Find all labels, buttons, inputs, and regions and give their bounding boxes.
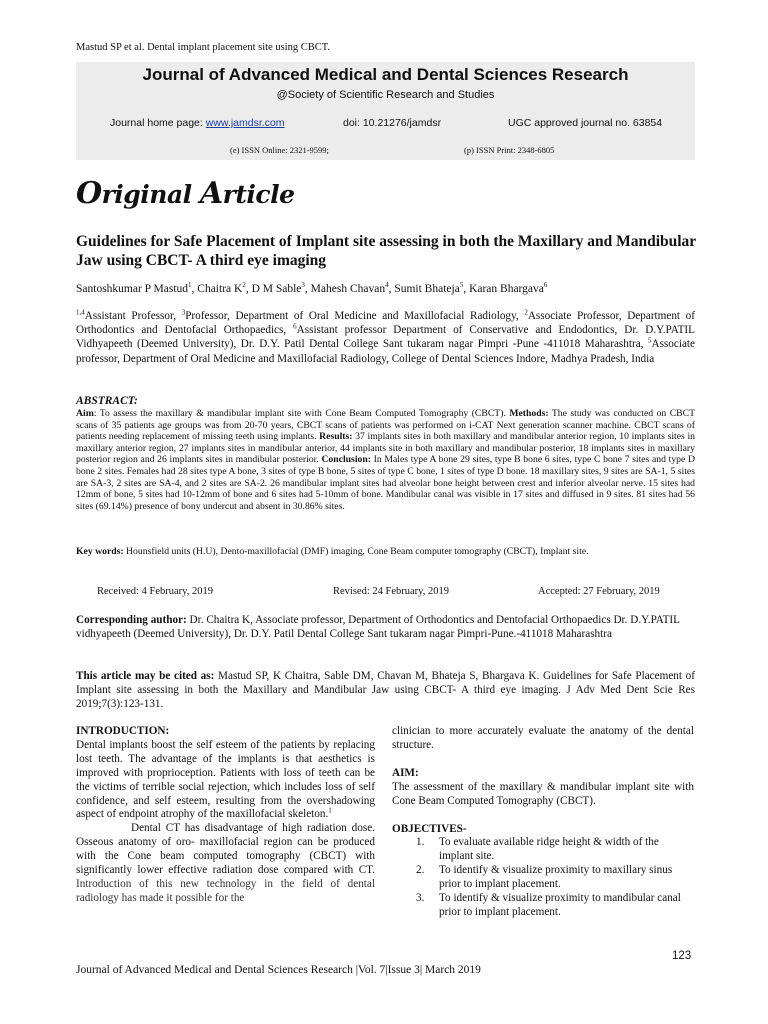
received-date: Received: 4 February, 2019 bbox=[97, 586, 213, 597]
journal-homepage bbox=[110, 117, 285, 129]
citation: This article may be cited as: Mastud SP, K Chaitra, Sable DM, Chavan M, Bhateja S, Bhargava K. Guidelines for Safe Placement of Implant site assessing in both the Maxillary and Mandibular Jaw using CBCT- A third eye imaging. J Adv Med Dent Scie Res 2019;7(3):123-131. bbox=[76, 670, 695, 711]
article-type: Original Article bbox=[76, 176, 295, 211]
abstract-body: Aim: To assess the maxillary & mandibular implant site with Cone Beam Computed Tomography (CBCT). Methods: The study was conducted on CBCT scans of 35 patients age groups was from 20-70 years, CBCT scans of patients was performed on i-CAT Next generation scanner machine. CBCT scans of patients needing replacement of missing teeth using implants. Results: 37 implants sites in both maxillary and mandibular anterior region, 10 implants sites in maxillary anterior region, 27 implants sites in mandibular anterior, 44 implants site in both maxillary and mandibular posterior, 18 implants sites in maxillary posterior region and 26 implants sites in mandibular posterior. Conclusion: In Males type A bone 29 sites, type B bone 6 sites, type C bone 7 sites and type D bone 2 sites. Females had 28 sites type A bone, 3 sites of type B bone, 5 sites of type C bone, 1 sites of type D bone. 18 maxillary sites, 9 sites are SA-1, 5 sites are SA-3, 2 sites are SA-4, and 2 sites are SA-2. 26 mandibular implant sites had alveolar bone height between crest and inferior alveolar nerve. 15 sites had 12mm of bone, 5 sites had 10-12mm of bone and 6 sites had 5-10mm of bone. Mandibular canal was visible in 17 sites and diffused in 9 sites. 81 sites had 56 sites (69.14%) presence of bony undercut and absent in 30.86% sites. bbox=[76, 408, 695, 512]
author: Mahesh Chavan bbox=[310, 283, 386, 295]
keywords: Key words: Hounsfield units (H.U), Dento-maxillofacial (DMF) imaging, Cone Beam computer tomography (CBCT), Implant site. bbox=[76, 546, 589, 557]
list-item: 1. To evaluate available ridge height & width of the implant site. bbox=[416, 836, 659, 863]
journal-society: @Society of Scientific Research and Studies bbox=[276, 89, 495, 101]
author: D M Sable bbox=[251, 283, 302, 295]
journal-title: Journal of Advanced Medical and Dental Sciences Research bbox=[142, 65, 629, 84]
abstract-heading: ABSTRACT: bbox=[76, 395, 138, 407]
homepage-label: Journal home page: bbox=[110, 117, 206, 129]
introduction-heading: INTRODUCTION: bbox=[76, 725, 170, 737]
issn-online: (e) ISSN Online: 2321-9599; bbox=[230, 145, 329, 155]
homepage-link[interactable]: www.jamdsr.com bbox=[205, 117, 285, 129]
introduction-continued: clinician to more accurately evaluate the anatomy of the dental structure. bbox=[392, 725, 694, 751]
introduction-paragraph: Dental CT has disadvantage of high radiation dose. Osseous anatomy of oro- maxillofacial region can be produced with the Cone beam computed tomography (CBCT) with significantly lower effective radiation dose compared with CT. Introduction of this new technology in the field of dental radiology has made it possible for the bbox=[76, 822, 375, 904]
author: Karan Bhargava bbox=[469, 283, 544, 295]
objectives-list bbox=[392, 836, 694, 919]
objectives-heading: OBJECTIVES- bbox=[392, 822, 467, 835]
journal-doi: doi: 10.21276/jamdsr bbox=[343, 117, 442, 129]
introduction-paragraph: Dental implants boost the self esteem of the patients by replacing lost teeth. The advantage of the implants is that aesthetics is improved with proprioception. Patients with loss of teeth can be the victims of terrible social rejection, which includes loss of self confidence, and self esteem, resulting from the overshadowing aspect of endpoint atrophy of the maxillofacial skeleton.$^1$ bbox=[76, 738, 375, 821]
author: Sumit Bhateja bbox=[394, 283, 460, 295]
journal-banner bbox=[76, 62, 695, 160]
corresponding-author: Corresponding author: Dr. Chaitra K, Associate professor, Department of Orthodontics and Dentofacial Orthopaedics Dr. D.Y.PATIL vidhyapeeth (Deemed University), Dr. D.Y. Patil Dental College Sant tukaram nagar Pimpri-Pune.-411018 Maharashtra bbox=[76, 614, 680, 641]
aim-heading: AIM: bbox=[392, 766, 419, 779]
accepted-date: Accepted: 27 February, 2019 bbox=[538, 586, 660, 597]
author: Santoshkumar P Mastud bbox=[76, 283, 189, 295]
article-title: Guidelines for Safe Placement of Implant site assessing in both the Maxillary and Mandibular Jaw using CBCT- A third eye imaging bbox=[76, 233, 696, 269]
journal-ugc: UGC approved journal no. 63854 bbox=[508, 117, 663, 129]
page-number: 123 bbox=[672, 950, 692, 962]
aim-text: The assessment of the maxillary & mandibular implant site with Cone Beam Computed Tomography (CBCT). bbox=[392, 780, 694, 807]
list-item: 3. To identify & visualize proximity to mandibular canal prior to implant placement. bbox=[416, 892, 681, 918]
author-list: Santoshkumar P Mastud$^1$, Chaitra $K^2$, D M Sable$^3$, Mahesh Chavan$^4$, Sumit Bhateja$^5$, Karan Bhargava$^6$ bbox=[76, 281, 548, 295]
author: Chaitra K bbox=[197, 283, 243, 295]
issn-print: (p) ISSN Print: 2348-6805 bbox=[464, 145, 555, 155]
list-item: 2. To identify & visualize proximity to maxillary sinus prior to implant placement. bbox=[416, 864, 673, 891]
revised-date: Revised: 24 February, 2019 bbox=[333, 586, 449, 597]
affiliations: $^{1,4}$Assistant Professor, $^3$Professor, Department of Oral Medicine and Maxillofacial Radiology, $^2$Associate Professor, Department of Orthodontics and Dentofacial Orthopaedics, $^6$Assistant professor Department of Conservative and Endodontics, Dr. D.Y.PATIL Vidhyapeeth (Deemed University), Dr. D.Y. Patil Dental College Sant tukaram nagar Pimpri -Pune -411018 Maharashtra, $^5$Associate professor, Department of Oral Medicine and Maxillofacial Radiology, College of Dental Sciences Indore, Madhya Pradesh, India bbox=[76, 308, 695, 365]
left-column bbox=[76, 725, 375, 906]
running-head: Mastud SP et al. Dental implant placement site using CBCT. bbox=[76, 42, 331, 53]
page-footer: Journal of Advanced Medical and Dental Sciences Research |Vol. 7|Issue 3| March 2019 bbox=[76, 964, 481, 976]
right-column bbox=[392, 725, 694, 920]
